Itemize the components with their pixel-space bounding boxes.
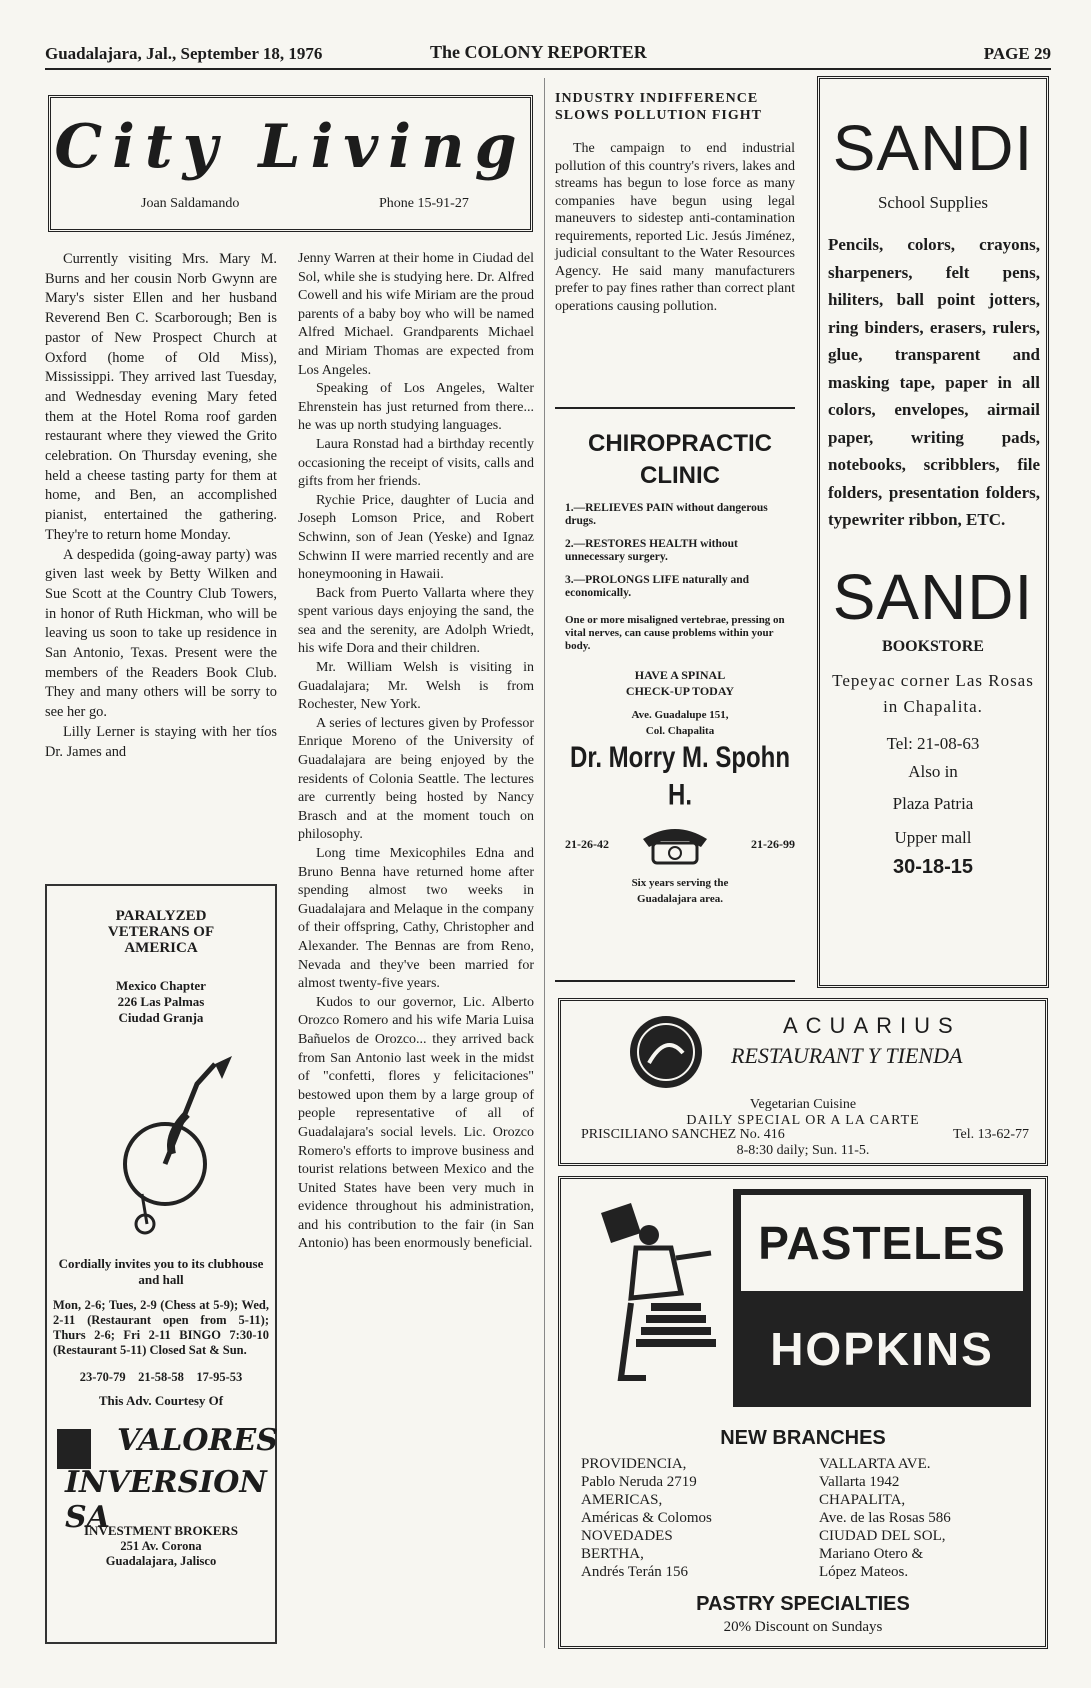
paragraph: A series of lectures given by Professor Enrique Moreno of the University of Guadalajara are being enjoyed by the residents of Colonia Seattle. The lectures are currently being hosted by Nancy Brasch and at the moment touch on philosophy. (298, 715, 534, 843)
paragraph: Laura Ronstad had a birthday recently occasioning the receipt of visits, calls and gifts from her friends. (298, 436, 534, 490)
dateline: Guadalajara, Jal., September 18, 1976 (45, 44, 323, 63)
acuarius-name: ACUARIUS (783, 1013, 961, 1038)
chiro-address-1: Ave. Guadalupe 151, (631, 709, 729, 721)
pva-phones: 23-70-79 21-58-58 17-95-53 (79, 1370, 243, 1384)
branches-title: NEW BRANCHES (720, 1427, 886, 1449)
pva-invite: Cordially invites you to its clubhouse and hall (58, 1256, 264, 1287)
chiro-title-2: CLINIC (640, 462, 720, 489)
acuarius-subtitle: RESTAURANT Y TIENDA (731, 1043, 963, 1068)
article-headline: INDUSTRY INDIFFERENCE SLOWS POLLUTION FIGHT (555, 91, 762, 123)
pva-street: 226 Las Palmas (117, 994, 205, 1009)
chiro-phones (565, 819, 795, 869)
sandi-corner: Tepeyac corner Las Rosas in Chapalita. (832, 670, 1034, 716)
branch-line: Américas & Colomos (581, 1510, 712, 1526)
sandi-ad (817, 76, 1049, 988)
sandi-phone: 30-18-15 (892, 855, 974, 878)
acuarius-address: PRISCILIANO SANCHEZ No. 416 (581, 1127, 785, 1142)
city-living-banner (48, 95, 533, 232)
pva-city: Ciudad Granja (118, 1010, 204, 1025)
author-phone: Phone 15-91-27 (379, 196, 469, 211)
paragraph: Mr. William Welsh is visiting in Guadalajara; Mr. Welsh is from Rochester, New York. (298, 660, 534, 713)
acuarius-hours: 8-8:30 daily; Sun. 11-5. (736, 1143, 870, 1158)
paragraph: Lilly Lerner is staying with her tíos Dr. James and (45, 723, 277, 760)
article-body: The campaign to end industrial pollution of this country's rivers, lakes and streams has begun to lose force as many companies have begun using legal maneuvers to sidestep anti-contamination requirements, reported Lic. Jesús Jiménez, judicial consultant to the Water Resources Agency. He said many manufacturers prefer to pay fines rather than correct plant operations causing pollution. (555, 141, 795, 314)
page-number: PAGE 29 (983, 44, 1051, 63)
newspaper-name: The COLONY REPORTER (430, 42, 647, 62)
author-byline: Joan Saldamando (141, 196, 240, 211)
paragraph: Rychie Price, daughter of Lucia and Joseph Lomson Price, and Robert Schwinn, son of Jean (Yeske) and Ignaz Schwinn II were married recently and are honeymooning in Hawaii. (298, 492, 534, 583)
paragraph: Currently visiting Mrs. Mary M. Burns and her cousin Norb Gwynn are Mary's sister Ellen and her husband Reverend Ben C. Scarborough; Ben is pastor of New Prospect Church at Oxford (home of Old Miss), Mississippi. They arrived last Tuesday, and Wednesday evening Mary feted them at the Hotel Roma roof garden restaurant where they viewed the Grito celebration. On Thursday evening, she held a cheese tasting party for them at home, and Ben, an accomplished pianist, entertained the gathering. They're to return home Monday. (45, 251, 277, 543)
pasteles-logo-block (733, 1189, 1031, 1407)
branch-line: Andrés Terán 156 (581, 1564, 688, 1580)
chiro-note: One or more misaligned vertebrae, pressing on vital nerves, can cause problems within your body. (565, 614, 785, 652)
sandi-plaza: Plaza Patria (892, 793, 974, 813)
branch-line: Pablo Neruda 2719 (581, 1474, 697, 1490)
pva-title: PARALYZED VETERANS OF AMERICA (107, 908, 215, 956)
sandi-also: Also in (908, 761, 958, 781)
branch-line: NOVEDADES (581, 1528, 673, 1544)
chiro-phone-2: 21-26-99 (751, 837, 795, 851)
column-2-text (298, 250, 534, 1254)
paragraph: Kudos to our governor, Lic. Alberto Orozco Romero and his wife Maria Luisa Bañuelos de Orozco... they arrived back from San Antonio last week in the midst of "confetti, flores y felicitaciones" bestowed upon them by a large group of people representative of all of Guadalajara's social levels. Lic. Orozco Romero's efforts to improve business and tourist relations between Mexico and the United States have been very much in evidence throughout his administration, and his contribution to the fair (in San Antonio) has been enormously beneficial. (298, 994, 534, 1252)
branch-line: VALLARTA AVE. (819, 1456, 931, 1472)
chiro-years-1: Six years serving the (631, 877, 729, 889)
sandi-subtitle: School Supplies (877, 193, 989, 212)
pva-chapter: Mexico Chapter (116, 978, 206, 993)
chiro-item: 1.—RELIEVES PAIN without dangerous drugs. (565, 502, 768, 527)
pva-broker: INVESTMENT BROKERS (84, 1523, 238, 1538)
chiro-phone-1: 21-26-42 (565, 837, 609, 851)
branch-line: BERTHA, (581, 1546, 644, 1562)
chiro-address-2: Col. Chapalita (645, 725, 715, 737)
branch-line: PROVIDENCIA, (581, 1456, 687, 1472)
branches-left (581, 1455, 801, 1581)
acuarius-logo (627, 1013, 705, 1091)
paralyzed-veterans-ad (45, 884, 277, 1644)
sandi-logo-2: SANDI (832, 560, 1034, 633)
chef-illustration (591, 1203, 721, 1383)
branch-line: López Mateos. (819, 1564, 909, 1580)
chiro-item: 3.—PROLONGS LIFE naturally and economically. (565, 574, 750, 599)
acuarius-ad (558, 998, 1048, 1166)
paragraph: A despedida (going-away party) was given last week by Betty Wilken and Sue Scott at the Country Club Towers, in honor of Ruth Hickman, who will be leaving us soon to take up residence in San Antonio, Texas. Present were the members of the Readers Book Club. They and many others will be sorry to see her go. (45, 546, 277, 721)
sandi-tel: Tel: 21-08-63 (886, 733, 980, 753)
sandi-bookstore: BOOKSTORE (882, 637, 984, 655)
chiropractic-clinic-ad (565, 428, 795, 907)
pva-city-state: Guadalajara, Jalisco (105, 1554, 217, 1568)
sandi-product-list: Pencils, colors, crayons, sharpeners, felt pens, hiliters, ball point jotters, ring binders, erasers, rulers, glue, transparent and masking tape, paper in all colors, envelopes, airmail paper, writing pads, notebooks, scribblers, file folders, presentation folders, typewriter ribbon, ETC. (828, 235, 1040, 529)
industry-article (555, 90, 795, 315)
chiro-checkup-2: CHECK-UP TODAY (625, 684, 735, 698)
branch-line: AMERICAS, (581, 1492, 663, 1508)
pastry-specialties: PASTRY SPECIALTIES (696, 1593, 910, 1615)
hopkins-word: HOPKINS (770, 1323, 994, 1375)
acuarius-tel: Tel. 13-62-77 (952, 1127, 1029, 1142)
branch-line: CIUDAD DEL SOL, (819, 1528, 946, 1544)
valores-name: VALORES (117, 1423, 278, 1458)
divider (555, 980, 795, 982)
paragraph: Back from Puerto Vallarta where they spent various days enjoying the sand, the sea and the serenity, are Adolph Wriedt, his wife Dora and their children. (298, 585, 534, 657)
acuarius-cuisine: Vegetarian Cuisine (749, 1097, 857, 1112)
sandi-logo: SANDI (832, 112, 1034, 184)
chiro-doctor: Dr. Morry M. Spohn H. (569, 740, 790, 812)
acuarius-special: DAILY SPECIAL OR A LA CARTE (686, 1113, 920, 1128)
column-title: City Living (54, 112, 527, 182)
pva-schedule: Mon, 2-6; Tues, 2-9 (Chess at 5-9); Wed, 2-11 (Restaurant open from 5-11); Thurs 2-6; Fri 2-11 BINGO 7:30-10 (Restaurant 5-11) Closed Sat & Sun. (53, 1298, 269, 1357)
paragraph: Speaking of Los Angeles, Walter Ehrenstein has just returned from there... he was up north studying languages. (298, 381, 534, 434)
page-header (45, 38, 1051, 70)
pva-courtesy: This Adv. Courtesy Of (98, 1393, 224, 1408)
telephone-icon (635, 819, 715, 867)
chiro-years-2: Guadalajara area. (637, 893, 723, 905)
branch-line: Vallarta 1942 (819, 1474, 900, 1490)
branch-line: Ave. de las Rosas 586 (819, 1510, 951, 1526)
pasteles-hopkins-ad (558, 1176, 1048, 1649)
sunday-discount: 20% Discount on Sundays (723, 1619, 883, 1635)
wheelchair-athlete-illustration (47, 1044, 275, 1244)
branch-line: CHAPALITA, (819, 1492, 906, 1508)
branches-right (819, 1455, 1039, 1581)
paragraph: Jenny Warren at their home in Ciudad del Sol, while she is studying here. Dr. Alfred Cowell and his wife Miriam are the proud parents of a baby boy who will be named Alfred Michael. Grandparents Michael and Miriam Thomas are expected from Los Angeles. (298, 251, 534, 378)
sandi-upper: Upper mall (894, 827, 972, 847)
inversion-name: INVERSION SA (65, 1465, 267, 1535)
chiro-checkup-1: HAVE A SPINAL (634, 668, 726, 682)
branch-line: Mariano Otero & (819, 1546, 924, 1562)
column-rule (544, 78, 545, 1648)
chiro-title-1: CHIROPRACTIC (588, 430, 772, 457)
valores-emblem-icon (57, 1429, 91, 1469)
chiro-item: 2.—RESTORES HEALTH without unnecessary surgery. (565, 538, 738, 563)
divider (555, 407, 795, 409)
paragraph: Long time Mexicophiles Edna and Bruno Benna have returned home after spending almost two weeks in Guadalajara and Melaque in the company of their offspring, Cathy, Christopher and Alexander. The Bennas are from Reno, Nevada and they've been married for almost twenty-five years. (298, 846, 534, 992)
pva-address: 251 Av. Corona (120, 1539, 202, 1553)
pasteles-word: PASTELES (741, 1195, 1023, 1291)
column-1-text (45, 250, 277, 762)
